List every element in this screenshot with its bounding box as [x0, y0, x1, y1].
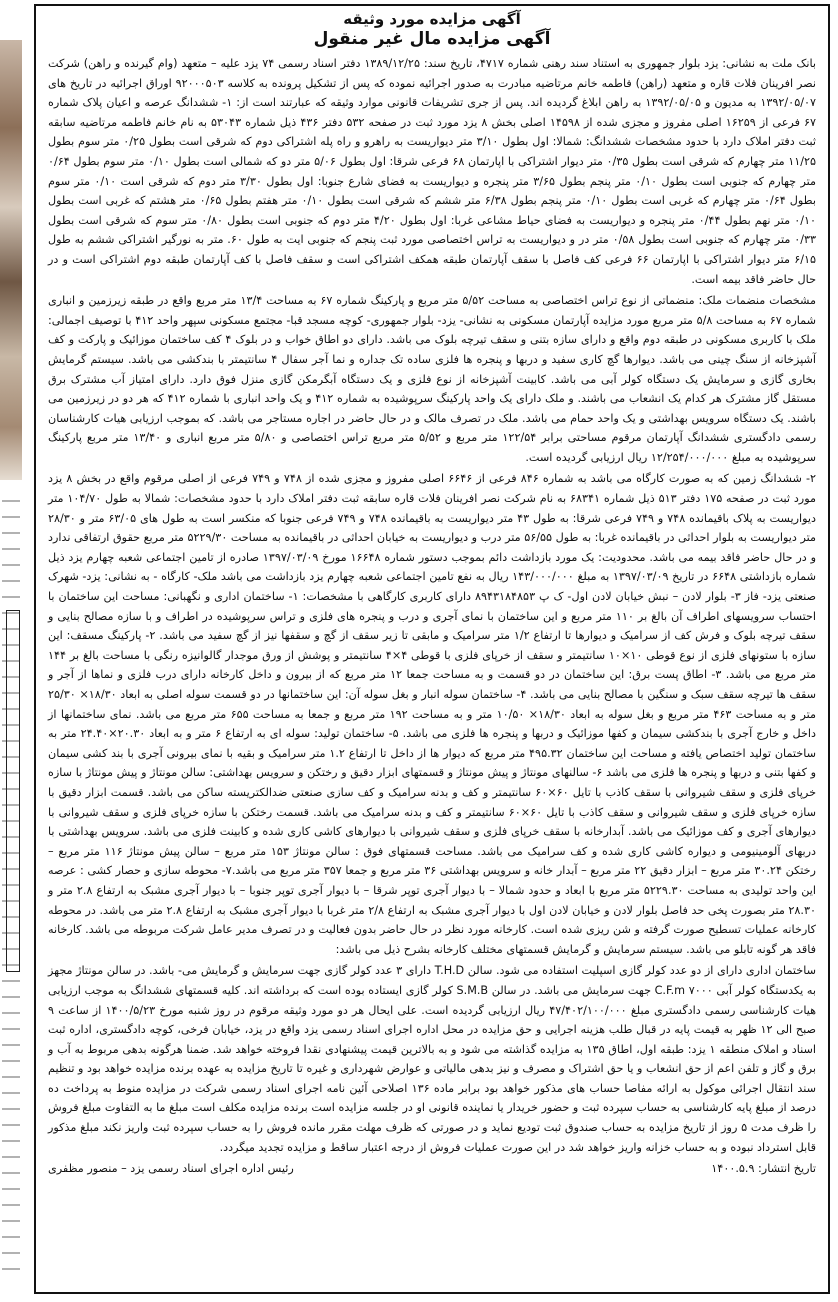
publish-date: تاریخ انتشار: ۱۴۰۰.۵.۹ [711, 1162, 816, 1176]
auction-notice [34, 4, 830, 1294]
adjacent-ad-border [6, 610, 20, 972]
paragraph-property-2: ۲- ششدانگ زمین که به صورت کارگاه می باشد به شماره ۸۴۶ فرعی از ۶۶۴۶ اصلی مفروز و مجزی شده از ۷۴۸ و ۷۴۹ فرعی از اصلی مرقوم واقع در بخش ۸ یزد مورد ثبت در صفحه ۱۷۵ دفتر ۵۱۳ ذیل شماره ۶۸۳۴۱ به نام شرکت نصر افرینان فلات قاره سابقه ثبت دفتر املاک دارد با حدود مشخصات: شمالا به طول ۱۰۴/۷۰ متر دیواریست به پلاک باقیمانده ۷۴۸ و ۷۴۹ فرعی شرقا: به طول ۴۳ متر دیواریست به باقیمانده ۷۴۸ و ۷۴۹ فرعی جنوبا که منکسر است به طول های ۶۳/۰۵ متر و ۲۸/۳۰ متر دیواریست به بلوار احداثی در باقیمانده غربا: به طول ۵۶/۵۵ متر درب و دیواریست به خیابان احداثی در باقیمانده به مساحت ۵۲۲۹/۳۰ متر مربع حقوق ارتفاقی ندارد و در حال حاضر فاقد بیمه می باشد. محدودیت: یک مورد بازداشت دائم بموجب دستور شماره ۱۶۶۴۸ مورخ ۱۳۹۷/۰۳/۰۹ صادره از تامین اجتماعی شعبه چهارم یزد ذیل شماره بازداشتی ۶۶۴۸ در تاریخ ۱۳۹۷/۰۳/۰۹ به مبلغ ۱۴۳/۰۰۰/۰۰۰ ریال به نفع تامین اجتماعی شعبه چهارم یزد بازداشت می باشد ملک- کارگاه - به نشانی: یزد- شهرک صنعتی یزد- فاز ۳- بلوار لادن – نبش خیابان لادن اول- ک پ ۸۹۴۳۱۸۴۸۵۳ دارای کاربری کارگاهی با مشخصات: ۱- ساختمان اداری و نگهبانی: مساحت این ساختمان با احتساب سرویسهای اطراف آن بالغ بر ۱۱۰ متر مربع و این ساختمان با نمای آجری و درب و پنجره های فلزی و تراس سرپوشیده در اطراف و با سازه مصالح بنایی و سقف تیرچه بلوک و فرش کف از سرامیک و دیوارها تا ارتفاع ۱/۲ متر سرامیک و مابقی تا زیر سقف از گچ و سقفها نیز از گچ سفید می باشد. ۲- پارکینگ مسقف: این سازه با ستونهای فلزی از نوع قوطی ۱۰×۱۰ سانتیمتر و سقف از خرپای فلزی با قوطی ۴×۴ سانتیمتر و پوشش از ورق موجدار گالوانیزه رنگی با مساحت بالغ بر ۱۴۴ متر مربع می باشد. ۳- اطاق پست برق: این ساختمان در دو قسمت و به مساحت جمعا ۱۲ متر مربع که از بیرون و داخل کارخانه دارای درب فلزی و نماها از آجر و سقف ها تیرچه سقف سبک و سنگین با مصالح بنایی می باشد. ۴- ساختمان سوله انبار و بغل سوله آن: این ساختمانها در دو قسمت سوله اصلی به ابعاد ۱۸/۳۰× ۲۵/۳۰ متر و به مساحت ۴۶۳ متر مربع و بغل سوله به ابعاد ۱۸/۳۰× ۱۰/۵۰ متر و به مساحت ۱۹۲ متر مربع و جمعا به مساحت ۶۵۵ متر مربع می باشد. نمای ساختمانها از داخل و خارج آجری با بندکشی سیمان و کفها موزائیک و دربها و پنجره ها فلزی می باشد. ۵- ساختمان تولید: سوله ای به ارتفاع ۶ متر و به ابعاد ۲۰.۳۰×۲۴.۴۰ متر به ساختمان تولید اختصاص یافته و مساحت این ساختمان ۴۹۵.۳۲ متر مربع که دیوار ها از داخل تا ارتفاع ۱.۲ متر سرامیک و بقیه با نمای بیرونی آجری با بند کشی سیمان و کفها بتنی و دربها و پنجره ها فلزی می باشد ۶- سالنهای مونتاژ و پیش مونتاژ و قسمتهای ابزار دقیق و رختکن و سرویس بهداشتی: سالن مونتاژ و پیش مونتاژ با سازه خرپای فلزی و سقف شیروانی با سقف کاذب با تایل ۶۰×۶۰ سانتیمتر و کف و بدنه سرامیک و کف سازی صنعتی ضدالکتریسته ساکن می باشد. قسمت ابزار دقیق با سازه خرپای فلزی و سقف شیروانی و سقف کاذب با تایل ۶۰×۶۰ سانتیمتر و کف و بدنه سرامیک می باشد. قسمت رختکن با سازه خرپای فلزی و سقف شیروانی با دیوارهای آجری و کف موزائیک می باشد. آبدارخانه با سقف خرپای فلزی و سقف شیروانی با دیوارهای کاشی کاری شده و کابینت فلزی می باشد. سرویس بهداشتی با دربهای آلومینیومی و دیواره کاشی کاری شده و کف سرامیک می باشد. مساحت قسمتهای فوق : سالن مونتاژ ۱۵۳ متر مربع – سالن پیش مونتاژ ۱۱۶ متر مربع – رختکن ۳۰.۲۴ متر مربع – ابزار دقیق ۲۲ متر مربع – آبدار خانه و سرویس بهداشتی ۳۶ متر مربع و جمعا ۳۵۷ متر مربع می باشد.۷- محوطه سازی و حصار کشی : عرصه این واحد تولیدی به مساحت ۵۲۲۹.۳۰ متر مربع با ابعاد و حدود شمالا – با دیوار آجری توپر شرقا – با دیوار آجری توپر جنوبا – با دیوار آجری مشبک به ارتفاع ۲.۸ متر و ۲۸.۳۰ متر بصورت پخی حد فاصل بلوار لادن و خیابان لادن اول با دیوار آجری مشبک به ارتفاع ۲/۸ متر غربا با دیوار آجری مشبک به ارتفاع ۲.۸ متر می باشد. در محوطه کارخانه عملیات تسطیح صورت گرفته و شن ریزی شده است. کارخانه مورد نظر در حال حاضر بدون فعالیت و در تصرف مدیر عامل شرکت مربوطه می باشد. کارخانه فاقد هر گونه تابلو می باشد. سیستم سرمایش و گرمایش قسمتهای مختلف کارخانه بشرح ذیل می باشد: [48, 472, 817, 956]
notice-title: آگهی مزایده مورد وثیقه [343, 10, 521, 28]
notice-subtitle: آگهی مزایده مال غیر منقول [313, 29, 551, 49]
paragraph-terms: ساختمان اداری دارای از دو عدد کولر گازی اسپلیت استفاده می شود. سالن T.H.D دارای ۳ عدد کولر گازی جهت سرمایش و گرمایش می- باشد. در سالن مونتاژ مجهز به یکدستگاه کولر آبی ۷۰۰۰ C.F.m جهت سرمایش می باشد. در سالن S.M.B کولر گازی ایستاده بوده است که برداشته اند. کلیه قسمتهای ششدانگ به موجب ارزیابی هیات کارشناسی رسمی دادگستری مبلغ ۴۷/۴۰۲/۱۰۰/۰۰۰ ریال ارزیابی گردیده است. علی ایحال هر دو مورد وثیقه مرقوم در روز شنبه مورخ ۱۴۰۰/۵/۲۳ از ساعت ۹ صبح الی ۱۲ ظهر به قیمت پایه در قبال طلب هزینه اجرایی و حق مزایده در محل اداره اجرای اسناد رسمی یزد واقع در یزد، خیابان فرخی، کوچه دادگستری، اداره ثبت اسناد و املاک منطقه ۱ یزد: طبقه اول، اطاق ۱۳۵ به مزایده گذاشته می شود و به بالاترین قیمت پیشنهادی نقدا فروخته خواهد شد. ضمنا هرگونه بدهی مربوط به آب و برق و گاز و تلفن اعم از حق انشعاب و یا حق اشتراک و مصرف و نیز بدهی مالیاتی و عوارض شهرداری و غیره تا تاریخ مزایده به عهده برنده مزایده خواهد بود و تنظیم سند انتقال اجرائی موکول به ارائه مفاصا حساب های مذکور خواهد بود برابر ماده ۱۳۶ اصلاحی آئین نامه اجرای اسناد رسمی شرکت در مزایده منوط به پرداخت ده درصد از مبلغ پایه کارشناسی به حساب سپرده ثبت و حضور خریدار یا نماینده قانونی او در جلسه مزایده است برنده مزایده مکلف است مبلغ ما به التفاوت مبلغ فروش را ظرف مدت ۵ روز از تاریخ مزایده به حساب صندوق ثبت تودیع نماید و در صورتی که ظرف مهلت مقرر مانده فروش را به حساب سپرده ثبت واریز نکند مبلغ مذکور قابل استرداد نبوده و به حساب خزانه واریز خواهد شد در این صورت عملیات فروش از درجه اعتبار ساقط و مزایده تجدید میگردد. [48, 964, 817, 1154]
adjacent-ad-photo [0, 40, 22, 480]
signature: رئیس اداره اجرای اسناد رسمی یزد – منصور مظفری [48, 1162, 294, 1176]
adjacent-page-strip [0, 0, 26, 1302]
paragraph-property-1: بانک ملت به نشانی: یزد بلوار جمهوری به استناد سند رهنی شماره ۴۷۱۷، تاریخ سند: ۱۳۸۹/۱۲/۲۵ دفتر اسناد رسمی ۷۴ یزد علیه – متعهد (وام گیرنده و راهن) شرکت نصر افرینان فلات قاره و متعهد (راهن) فاطمه خانم مرتاضیه مبادرت به صدور اجرائیه نموده که پس از تشکیل پرونده به کلاسه ۹۲۰۰۰۵۰۳ اوراق اجرائیه در تاریخ های ۱۳۹۲/۰۵/۰۷ به مدیون و ۱۳۹۲/۰۵/۰۵ به راهن ابلاغ گردیده اند. پس از جری تشریفات قانونی موارد وثیقه که عبارتند است از: ۱- ششدانگ عرصه و اعیان پلاک شماره ۶۷ فرعی از ۱۶۲۵۹ اصلی مفروز و مجزی شده از ۱۴۵۹۸ اصلی بخش ۸ یزد مورد ثبت در صفحه ۵۳۲ دفتر ۴۳۶ ذیل شماره ۵۳۰۴۳ به نام خانم فاطمه مرتاضیه سابقه ثبت دفتر املاک دارد با حدود مشخصات ششدانگ: شمالا: اول بطول ۳/۱۰ متر دیواریست به راهرو و راه پله اشتراکی دوم که شرقی است بطول ۰/۲۵ متر سوم بطول ۱۱/۲۵ متر چهارم که شرقی است بطول ۰/۳۵ متر دیوار اشتراکی با اپارتمان ۶۸ فرعی شرقا: اول بطول ۵/۰۶ متر دو که شمالی است بطول ۰/۱۰ متر سوم بطول ۰/۶۴ متر چهارم که جنوبی است بطول ۰/۱۰ متر پنجم بطول ۳/۶۵ متر پنجره و دیواریست به فضای شارع جنوبا: اول بطول ۳/۳۰ متر دوم که شرقی است ۰/۱۰ متر سوم بطول ۰/۶۴ متر چهارم که غربی است بطول ۰/۱۰ متر پنجم بطول ۶/۳۸ متر ششم که شرقی است بطول ۰/۱۰ متر هفتم بطول ۰/۶۵ متر هشتم که غربی است بطول ۰/۱۰ متر نهم بطول ۰/۴۴ متر پنجره و دیواریست به فضای حیاط مشاعی غربا: اول بطول ۴/۲۰ متر دوم که جنوبی است بطول ۰/۸۰ متر سوم که شرقی است بطول ۰/۳۳ متر چهارم که جنوبی است بطول ۰/۵۸ متر در و دیواریست به تراس اختصاصی مورد ثبت پنجم که جنوبی ایت به طول ۶۰. متر به نورگیر اشتراکی ششم به طول ۶/۱۵ متر دیوار اشتراکی با اپارتمان ۶۶ فرعی کف فاصل با سقف آپارتمان طبقه همکف اشتراکی است و سقف فاصل با کف آپارتمان طبقه دوم اشتراکی است و در حال حاضر فاقد بیمه است. [48, 57, 817, 286]
paragraph-attachments: مشخصات منضمات ملک: منضماتی از نوع تراس اختصاصی به مساحت ۵/۵۲ متر مربع و پارکینگ شماره ۶۷ به مساحت ۱۳/۴ متر مربع واقع در طبقه زیرزمین و انباری شماره ۶۷ به مساحت ۵/۸ متر مربع مورد مزایده آپارتمان مسکونی به نشانی- یزد- بلوار جمهوری- کوچه مسجد قبا- مجتمع مسکونی سپهر واحد ۴۱۲ با توصیف اجمالی: ملک با کاربری مسکونی در طبقه دوم واقع و دارای سازه بتنی و سقف تیرچه بلوک می باشد. دارای دو اطاق خواب و در بلوک ۴ کف ساختمان موزائیک و پارکت و کف آشپزخانه از سنگ چینی می باشد. دیوارها گچ کاری سفید و دربها و پنجره ها فلزی ساده تک جداره و نما آجر سفال ۴ سانتیمتر با بندکشی می باشد. سیستم گرمایش بخاری گازی و سرمایش یک دستگاه کولر آبی می باشد. کابینت آشپزخانه از نوع فلزی و یک دستگاه آبگرمکن گازی منزل فوق دارد. دارای امتیاز آب مشترک برق مستقل گاز مشترک هر کدام یک انشعاب می باشند. و ملک دارای یک واحد پارکینگ سرپوشیده به شماره ۴۱۲ و یک واحد انباری با شماره ۴۱۲ که هر دو در زیرزمین می باشند. یک دستگاه سرویس بهداشتی و یک واحد حمام می باشد. ملک در تصرف مالک و در حال حاضر در اجاره مستاجر می باشد. که بموجب ارزیابی هیات کارشناسان رسمی دادگستری ششدانگ آپارتمان مرقوم مساحتی برابر ۱۲۲/۵۴ متر مربع و ۵/۵۲ متر مربع تراس اختصاصی و ۵/۸۰ متر مربع انباری و ۱۳/۴۰ متر مربع پارکینگ سرپوشیده به مبلغ ۱۲/۲۵۴/۰۰۰/۰۰۰ ریال ارزیابی گردیده است. [48, 294, 817, 464]
notice-footer [48, 1159, 816, 1178]
